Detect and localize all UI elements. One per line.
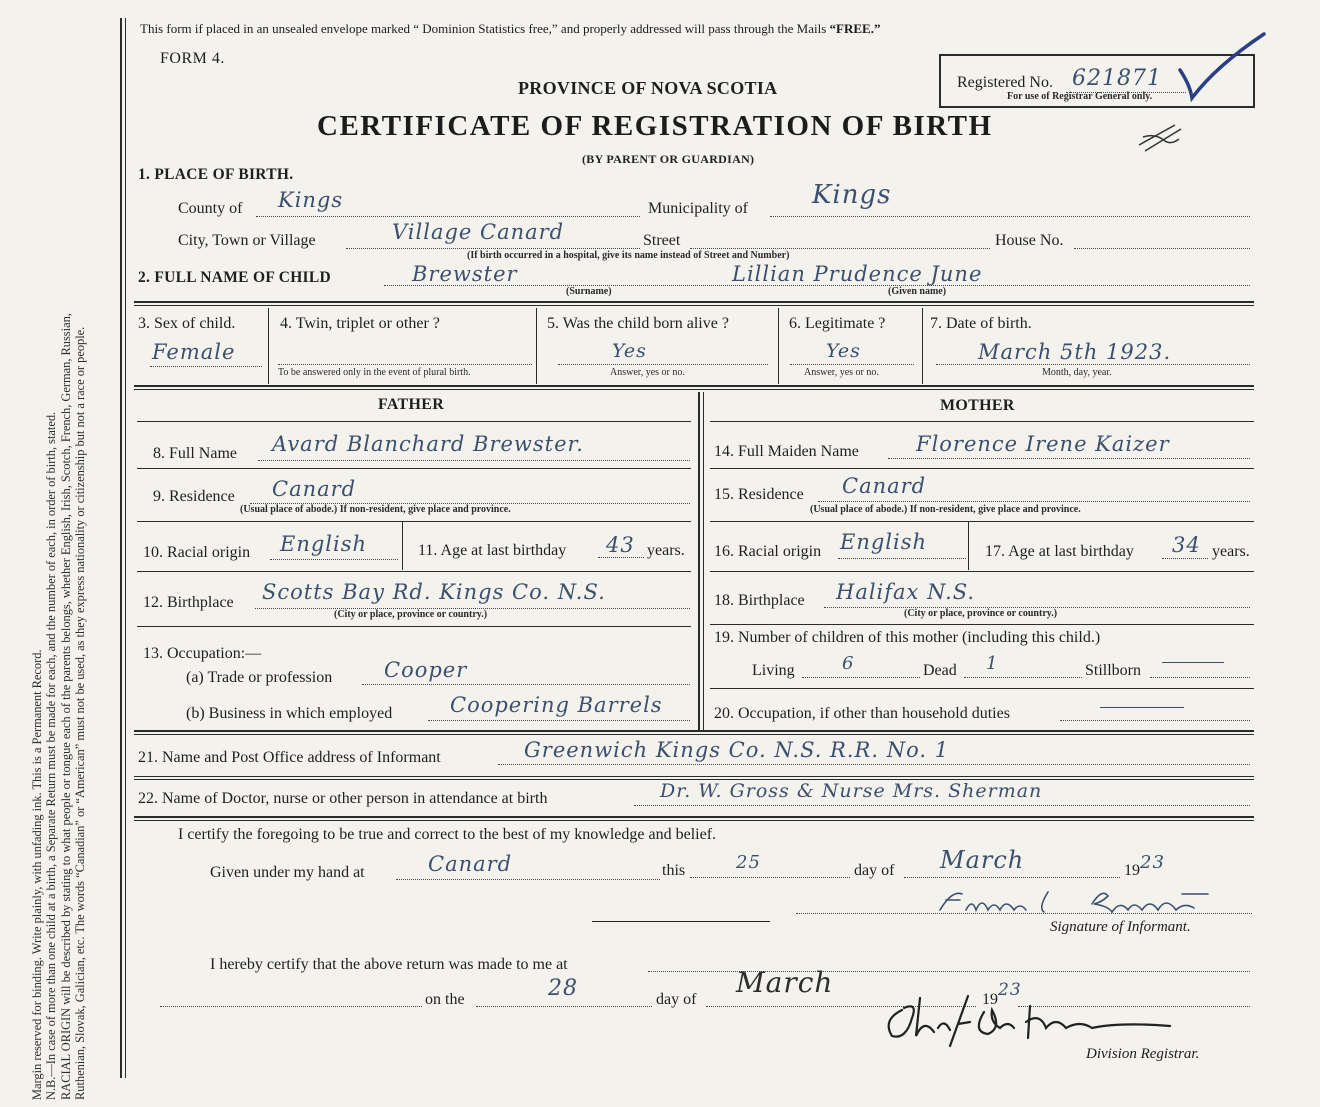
father-residence-note: (Usual place of abode.) If non-resident, give place and province. — [240, 504, 511, 515]
registrar-note: For use of Registrar General only. — [1007, 91, 1153, 102]
attendant-value: Dr. W. Gross & Nurse Mrs. Sherman — [660, 780, 1043, 802]
sex-label: 3. Sex of child. — [138, 315, 236, 332]
county-value: Kings — [278, 188, 344, 212]
father-business-label: (b) Business in which employed — [186, 705, 393, 722]
mother-occupation-label: 20. Occupation, if other than household duties — [714, 705, 1010, 722]
sex-value: Female — [152, 340, 236, 364]
father-trade-value: Cooper — [384, 658, 468, 682]
place-of-birth-heading: 1. PLACE OF BIRTH. — [138, 166, 294, 183]
certification-statement: I certify the foregoing to be true and correct to the best of my knowledge and belief. — [178, 826, 717, 843]
mother-heading: MOTHER — [940, 397, 1015, 414]
dob-value: March 5th 1923. — [978, 340, 1172, 364]
registrar-statement: I hereby certify that the above return was made to me at — [210, 956, 568, 973]
legitimate-label: 6. Legitimate ? — [789, 315, 886, 332]
registered-label: Registered No. — [957, 74, 1053, 91]
registrar-year-prefix: 19 — [982, 991, 998, 1008]
mother-name-label: 14. Full Maiden Name — [714, 443, 859, 460]
left-border-outer — [120, 18, 122, 1078]
on-the-label: on the — [425, 991, 465, 1008]
mother-residence-value: Canard — [842, 474, 927, 498]
father-race-label: 10. Racial origin — [143, 544, 251, 561]
municipality-value: Kings — [812, 180, 892, 210]
child-given-value: Lillian Prudence June — [732, 262, 983, 286]
informant-label: 21. Name and Post Office address of Informant — [138, 749, 441, 766]
city-value: Village Canard — [392, 220, 565, 244]
house-no-label: House No. — [995, 232, 1064, 249]
registrar-day-value: 28 — [548, 976, 578, 1001]
stillborn-label: Stillborn — [1085, 662, 1142, 679]
legitimate-note: Answer, yes or no. — [804, 367, 879, 378]
father-birthplace-value: Scotts Bay Rd. Kings Co. N.S. — [262, 580, 606, 604]
given-place-value: Canard — [428, 852, 513, 876]
dead-label: Dead — [923, 662, 957, 679]
page-subtitle: (BY PARENT OR GUARDIAN) — [582, 152, 755, 166]
father-occupation-label: 13. Occupation:— — [143, 645, 262, 662]
living-label: Living — [752, 662, 795, 679]
dob-note: Month, day, year. — [1042, 367, 1112, 378]
mother-age-value: 34 — [1172, 533, 1201, 557]
cert-year-prefix: 19 — [1124, 862, 1140, 879]
father-name-value: Avard Blanchard Brewster. — [272, 432, 584, 456]
informant-value: Greenwich Kings Co. N.S. R.R. No. 1 — [524, 738, 950, 762]
father-residence-label: 9. Residence — [153, 488, 235, 505]
margin-note-2: N.B.—In case of more than one child at a birth, a Separate Return must be made for each, and the number of each, in order of birth, stated. — [44, 411, 59, 1100]
margin-notes — [30, 10, 87, 1100]
street-label: Street — [643, 232, 681, 249]
mother-name-value: Florence Irene Kaizer — [916, 432, 1170, 456]
mother-birthplace-note: (City or place, province or country.) — [904, 608, 1058, 619]
mother-birthplace-value: Halifax N.S. — [836, 580, 976, 604]
this-label: this — [662, 862, 686, 879]
father-name-label: 8. Full Name — [153, 445, 237, 462]
margin-note-4: Ruthenian, Slovak, Galician, etc. The words “Canadian” or “American” must not be used, as they express nationality or citizenship but not a race or people. — [72, 326, 87, 1100]
hospital-note: (If birth occurred in a hospital, give its name instead of Street and Number) — [467, 250, 790, 261]
cert-day-value: 25 — [736, 852, 761, 873]
father-heading: FATHER — [378, 396, 445, 413]
province-heading: PROVINCE OF NOVA SCOTIA — [518, 78, 778, 98]
division-registrar-label: Division Registrar. — [1086, 1046, 1200, 1062]
surname-note: (Surname) — [566, 286, 612, 297]
registrar-month-value: March — [736, 966, 834, 999]
father-birthplace-note: (City or place, province or country.) — [334, 609, 488, 620]
legitimate-value: Yes — [826, 340, 861, 362]
mother-age-label: 17. Age at last birthday — [985, 543, 1134, 560]
cert-year-value: 23 — [1140, 852, 1165, 873]
attendant-label: 22. Name of Doctor, nurse or other person in attendance at birth — [138, 790, 548, 807]
children-count-label: 19. Number of children of this mother (including this child.) — [714, 629, 1101, 646]
mail-notice: This form if placed in an unsealed envelope marked “ Dominion Statistics free,” and properly addressed will pass through the Mails “FREE.” — [140, 21, 881, 36]
mother-residence-note: (Usual place of abode.) If non-resident, give place and province. — [810, 504, 1081, 515]
alive-note: Answer, yes or no. — [610, 367, 685, 378]
informant-signature-label: Signature of Informant. — [1050, 919, 1191, 935]
margin-note-1: Margin reserved for binding. Write plainly, with unfading ink. This is a Permanent Record. — [30, 649, 44, 1100]
mother-birthplace-label: 18. Birthplace — [714, 592, 805, 609]
child-surname-value: Brewster — [412, 262, 518, 286]
father-residence-value: Canard — [272, 477, 357, 501]
margin-note-3: RACIAL ORIGIN will be described by stating to what people or tongue each of the parents belongs, whether English, Irish, Scotch, French, German, Russian, — [58, 313, 73, 1100]
given-under-hand-label: Given under my hand at — [210, 864, 365, 881]
mother-race-value: English — [840, 530, 928, 554]
living-value: 6 — [842, 653, 855, 674]
registrar-signature — [880, 988, 1200, 1048]
mother-race-label: 16. Racial origin — [714, 543, 822, 560]
registrar-year-value: 23 — [998, 980, 1022, 1000]
father-business-value: Coopering Barrels — [450, 693, 663, 717]
dob-label: 7. Date of birth. — [930, 315, 1032, 332]
county-label: County of — [178, 200, 243, 217]
form-number: FORM 4. — [160, 50, 225, 67]
father-age-unit: years. — [647, 542, 685, 559]
father-age-label: 11. Age at last birthday — [418, 542, 567, 559]
scribble-mark-icon — [1135, 115, 1190, 157]
child-name-label: 2. FULL NAME OF CHILD — [138, 269, 332, 286]
informant-signature — [932, 884, 1228, 920]
father-trade-label: (a) Trade or profession — [186, 669, 333, 686]
alive-label: 5. Was the child born alive ? — [547, 315, 729, 332]
mother-age-unit: years. — [1212, 543, 1250, 560]
left-border-inner — [125, 18, 126, 1078]
cert-day-of-label: day of — [854, 862, 895, 879]
page-title: CERTIFICATE OF REGISTRATION OF BIRTH — [317, 110, 993, 142]
father-age-value: 43 — [606, 533, 635, 557]
twin-label: 4. Twin, triplet or other ? — [280, 315, 440, 332]
city-label: City, Town or Village — [178, 232, 316, 249]
cert-month-value: March — [940, 846, 1025, 874]
father-race-value: English — [280, 532, 368, 556]
municipality-label: Municipality of — [648, 200, 748, 217]
twin-note: To be answered only in the event of plural birth. — [278, 367, 471, 378]
alive-value: Yes — [612, 340, 647, 362]
given-name-note: (Given name) — [888, 286, 947, 297]
registrar-day-of-label: day of — [656, 991, 697, 1008]
mother-residence-label: 15. Residence — [714, 486, 804, 503]
dead-value: 1 — [986, 653, 999, 674]
registered-value: 621871 — [1072, 66, 1162, 91]
checkmark-icon — [1176, 30, 1268, 106]
father-birthplace-label: 12. Birthplace — [143, 594, 234, 611]
